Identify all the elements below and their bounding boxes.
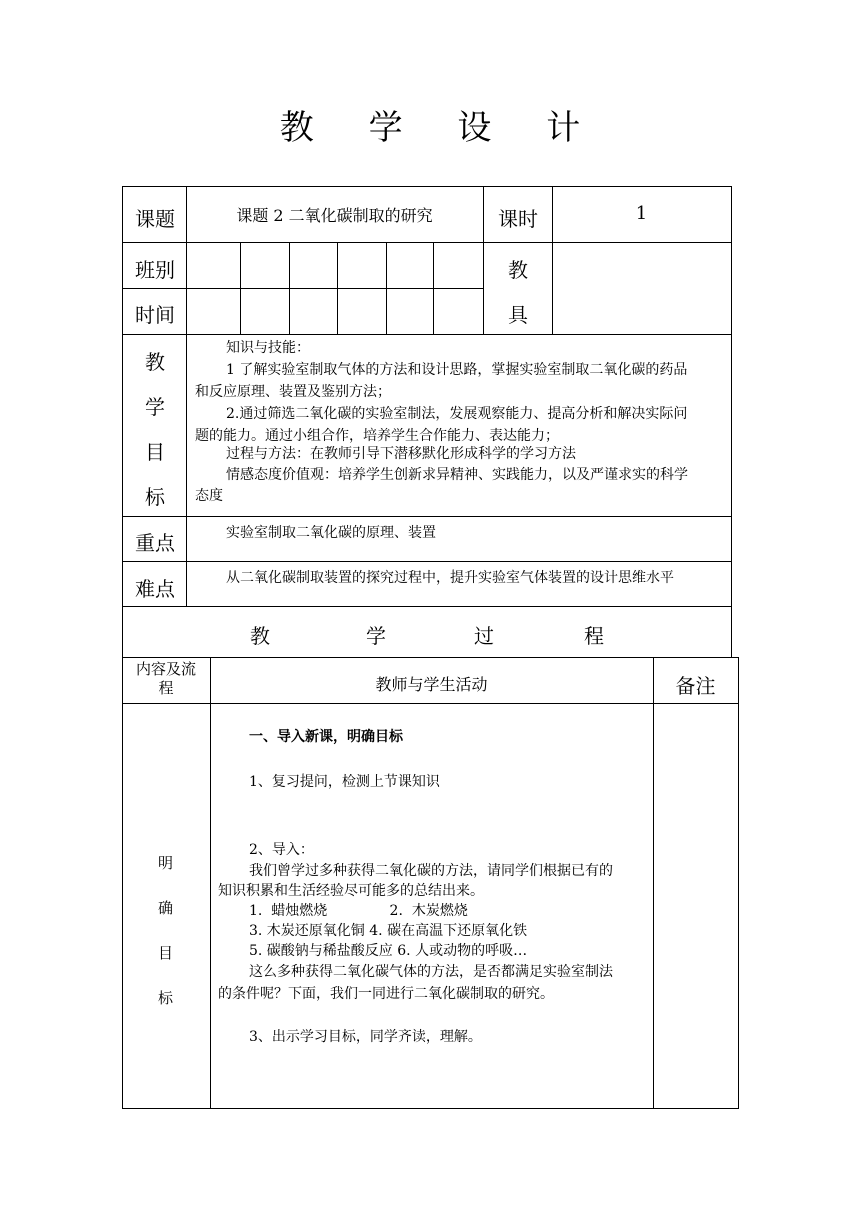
step-2-paragraph: 的条件呢？下面，我们一同进行二氧化碳制取的研究。 — [218, 986, 554, 1002]
process-heading-char: 教 — [250, 624, 270, 648]
step-2-title: 2、导入： — [249, 842, 314, 858]
process-heading-char: 过 — [474, 624, 494, 648]
step-3: 3、出示学习目标，同学齐读，理解。 — [249, 1029, 482, 1045]
objectives-label-char: 标 — [145, 485, 165, 509]
method-list-line: 3. 木炭还原氧化铜 4. 碳在高温下还原氧化铁 — [249, 923, 528, 939]
method-list-line: 1. 蜡烛燃烧 2. 木炭燃烧 — [249, 903, 468, 919]
tools-label-top: 教 — [508, 258, 528, 282]
section-label-char: 标 — [158, 989, 174, 1007]
objectives-line: 态度 — [195, 488, 223, 504]
section-title: 一、导入新课，明确目标 — [249, 729, 403, 745]
step-1: 1、复习提问，检测上节课知识 — [249, 774, 440, 790]
objectives-label-char: 教 — [145, 350, 165, 374]
section-label-char: 目 — [158, 944, 174, 962]
key-point-text: 实验室制取二氧化碳的原理、装置 — [226, 525, 436, 541]
page-title: 教 学 设 计 — [279, 108, 603, 148]
period-label: 课时 — [498, 207, 538, 231]
objectives-line: 知识与技能： — [226, 340, 310, 356]
activities-header: 教师与学生活动 — [375, 675, 488, 694]
step-2-paragraph: 这么多种获得二氧化碳气体的方法，是否都满足实验室制法 — [249, 964, 613, 980]
objectives-label-char: 目 — [145, 440, 165, 464]
process-heading-char: 学 — [366, 624, 386, 648]
section-label-char: 明 — [158, 854, 174, 872]
objectives-line: 题的能力。通过小组合作，培养学生合作能力、表达能力； — [195, 428, 559, 444]
method-list-line: 5. 碳酸钠与稀盐酸反应 6. 人或动物的呼吸… — [249, 943, 528, 959]
objectives-line: 情感态度价值观：培养学生创新求异精神、实践能力，以及严谨求实的科学 — [226, 467, 688, 483]
period-value: 1 — [635, 203, 648, 224]
objectives-label-char: 学 — [145, 395, 165, 419]
time-label: 时间 — [135, 303, 175, 327]
step-2-paragraph: 知识积累和生活经验尽可能多的总结出来。 — [218, 883, 484, 899]
tools-label-bottom: 具 — [508, 303, 528, 327]
content-flow-header-line: 内容及流 — [135, 660, 196, 678]
notes-header: 备注 — [675, 674, 716, 698]
difficulty-text: 从二氧化碳制取装置的探究过程中，提升实验室气体装置的设计思维水平 — [226, 570, 674, 586]
process-heading-char: 程 — [584, 624, 604, 648]
topic-label: 课题 — [135, 207, 175, 231]
topic-value: 课题 2 二氧化碳制取的研究 — [236, 206, 433, 225]
key-point-label: 重点 — [135, 531, 175, 555]
objectives-line: 和反应原理、装置及鉴别方法； — [195, 384, 391, 400]
objectives-line: 1 了解实验室制取气体的方法和设计思路，掌握实验室制取二氧化碳的药品 — [226, 362, 688, 378]
class-label: 班别 — [135, 258, 175, 282]
objectives-line: 2.通过筛选二氧化碳的实验室制法，发展观察能力、提高分析和解决实际问 — [226, 406, 688, 422]
section-label-char: 确 — [158, 899, 174, 917]
objectives-line: 过程与方法：在教师引导下潜移默化形成科学的学习方法 — [226, 446, 576, 462]
difficulty-label: 难点 — [135, 577, 175, 601]
content-flow-header-line: 程 — [158, 679, 174, 697]
step-2-paragraph: 我们曾学过多种获得二氧化碳的方法，请同学们根据已有的 — [249, 863, 613, 879]
content-flow-header — [122, 660, 210, 698]
